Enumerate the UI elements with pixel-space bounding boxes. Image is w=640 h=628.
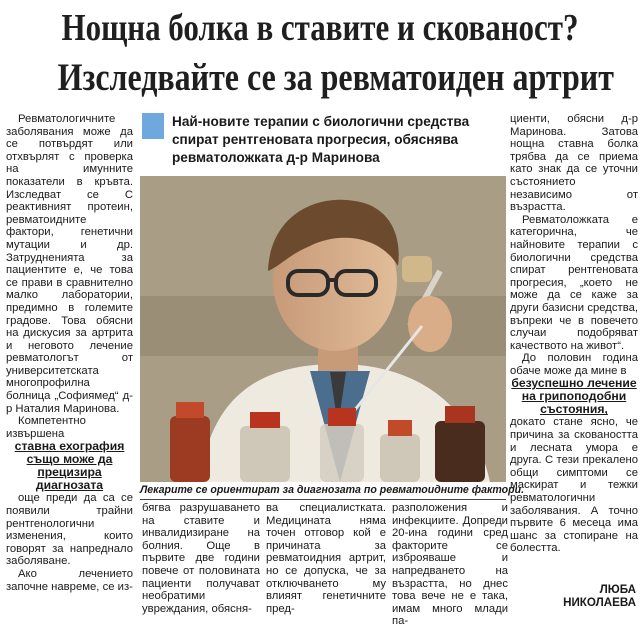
paragraph: Ревматоложката е категорична, че найновите терапии с биологични средства спират рентгеновата прогресия, „което не може да се каже за други базисни средства, въпреки че в повечето случаи подобряват качеството на живот“. — [510, 213, 638, 352]
article-column-left — [6, 113, 133, 593]
lab-photo-illustration — [140, 176, 506, 482]
author-byline — [520, 583, 636, 609]
paragraph: Ако лечението започне навреме, се из- — [6, 568, 133, 593]
lead-box — [142, 113, 504, 173]
article-column-bottom-3 — [392, 502, 508, 628]
paragraph: разположения и инфекциите. Допреди 20-ина години сред факторите се изброяваше и напредването на възрастта, но днес това вече не е така, имам много млади па- — [392, 502, 508, 628]
author-last-name: НИКОЛАЕВА — [563, 596, 636, 609]
subheading-text: ставна ехография също може да прецизира диагнозата — [14, 439, 125, 493]
accent-square — [142, 113, 164, 139]
lead-text: Най-новите терапии с биологични средства спират рентгеновата прогресия, обяснява ревматоложката д-р Маринова — [172, 114, 470, 165]
paragraph: Компетентно извършена — [6, 415, 86, 440]
subheading — [6, 440, 133, 492]
article-column-bottom-1 — [142, 502, 260, 615]
paragraph: До половин година обаче може да мине в — [510, 352, 638, 377]
headline-line-1: Нощна болка в ставите и скованост? — [61, 7, 579, 49]
paragraph: циенти, обясни д-р Маринова. Затова нощна ставна болка трябва да се приема като знак да се уточни състоянието независимо от възрастта. — [510, 113, 638, 214]
subheading — [510, 377, 638, 416]
paragraph: докато стане ясно, че причина за сковаността и лесната умора е друга. С тези прекалено общи симптоми се маскират и тежки ревматологични заболявания. А точно първите 6 месеца има шанс за стопиране на болестта. — [510, 416, 638, 555]
headline-line-2: Изследвайте се за ревматоиден артрит — [57, 56, 614, 99]
lab-photo — [140, 176, 506, 482]
author-first-name: ЛЮБА — [599, 583, 636, 596]
subheading-text: безуспешно лечение на грипоподобни състояния, — [511, 376, 637, 417]
paragraph: бягва разрушаването на ставите и инвалидизиране на болния. Още в първите две години повече от половината пациенти получават необратими увреждания, обясня- — [142, 502, 260, 615]
paragraph: ва специалистката. Медицината няма точен отговор кой е причината за ревматоидния артрит, но се допуска, че за отключването му влияят генетичните пред- — [266, 502, 386, 615]
photo-caption: Лекарите се ориентират за диагнозата по ревматоидните фактори. — [140, 484, 525, 496]
article-column-right — [510, 113, 638, 555]
paragraph: още преди да са се появили трайни рентгенологични изменения, които говорят за напреднало заболяване. — [6, 492, 133, 568]
divider — [140, 499, 506, 500]
article-column-bottom-2 — [266, 502, 386, 615]
paragraph: Ревматологичните заболявания може да се потвърдят или отхвърлят с проверка на имунните показатели в кръвта. Изследват се С реактивният протеин, ревматоидните фактори, генетични мутации и др. Затрудненията за пациентите е, че това се прави в сравнително малко лаборатории, предимно в големите градове. Това обясни на дискусия за артрита и неговото лечение ревматологът от университетската многопрофилна болница „Софиямед“ д-р Наталия Маринова. — [6, 113, 133, 415]
